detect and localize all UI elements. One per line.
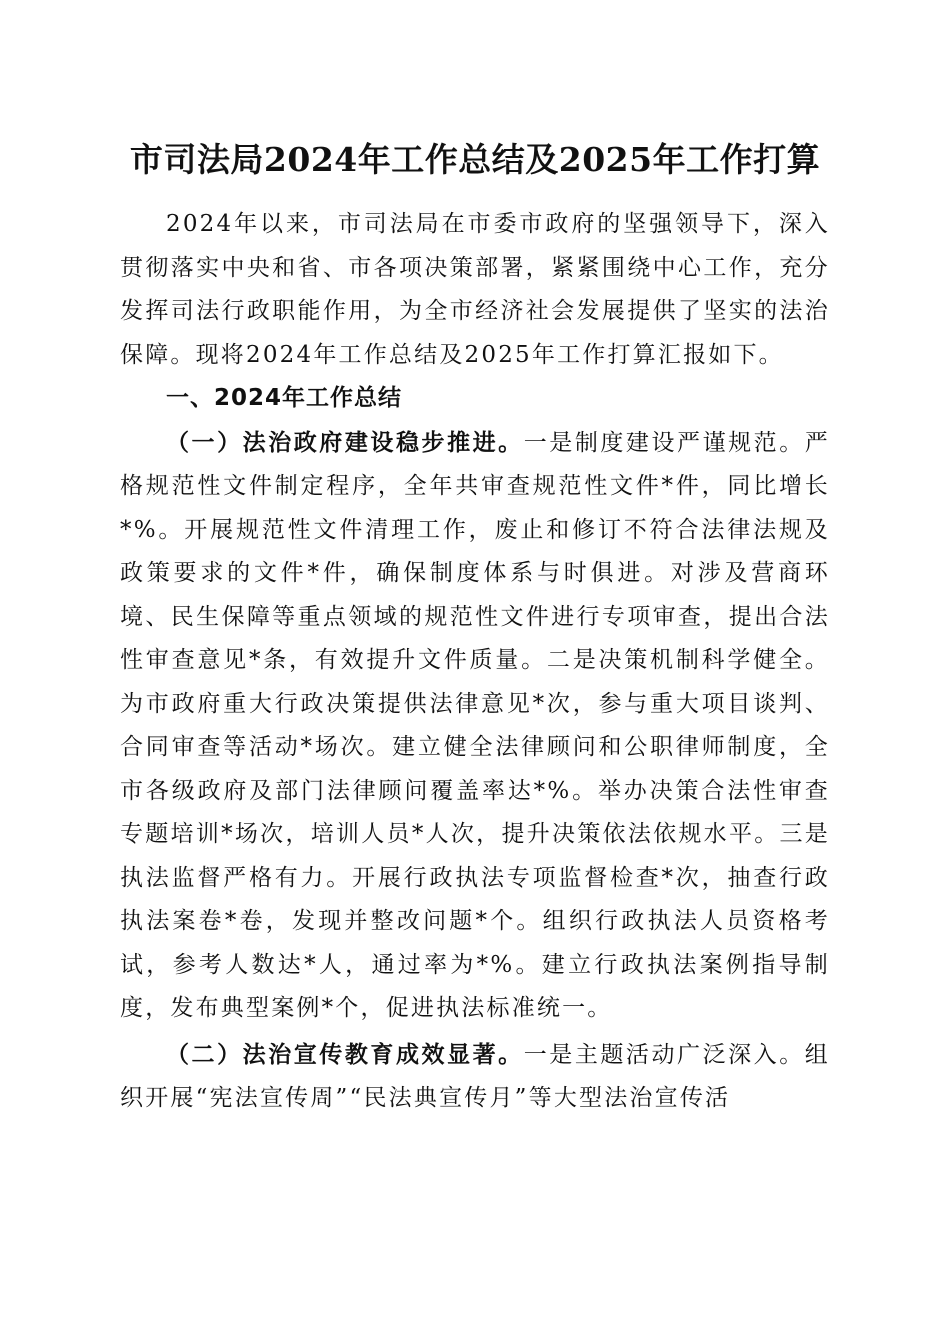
document-body	[120, 203, 830, 1121]
intro-paragraph: 2024年以来，市司法局在市委市政府的坚强领导下，深入贯彻落实中央和省、市各项决策部署，紧紧围绕中心工作，充分发挥司法行政职能作用，为全市经济社会发展提供了坚实的法治保障。现将2024年工作总结及2025年工作打算汇报如下。	[120, 211, 830, 368]
subsection-1-paragraph	[120, 421, 830, 1031]
subsection-2-body: 一是主题活动广泛深入。组织开展“宪法宣传周”“民法典宣传月”等大型法治宣传活	[120, 1041, 830, 1111]
document-title: 市司法局2024年工作总结及2025年工作打算	[129, 140, 821, 179]
section-heading-1: 一、2024年工作总结	[166, 385, 403, 411]
subsection-2-paragraph	[120, 1033, 830, 1121]
subsection-1-heading: （一）法治政府建设稳步推进。	[166, 428, 524, 456]
subsection-1-body: 一是制度建设严谨规范。严格规范性文件制定程序，全年共审查规范性文件*件，同比增长*%。开展规范性文件清理工作，废止和修订不符合法律法规及政策要求的文件*件，确保制度体系与时俱进。对涉及营商环境、民生保障等重点领域的规范性文件进行专项审查，提出合法性审查意见*条，有效提升文件质量。二是决策机制科学健全。为市政府重大行政决策提供法律意见*次，参与重大项目谈判、合同审查等活动*场次。建立健全法律顾问和公职律师制度，全市各级政府及部门法律顾问覆盖率达*%。举办决策合法性审查专题培训*场次，培训人员*人次，提升决策依法依规水平。三是执法监督严格有力。开展行政执法专项监督检查*次，抽查行政执法案卷*卷，发现并整改问题*个。组织行政执法人员资格考试，参考人数达*人，通过率为*%。建立行政执法案例指导制度，发布典型案例*个，促进执法标准统一。	[120, 429, 830, 1021]
subsection-2-heading: （二）法治宣传教育成效显著。	[166, 1040, 524, 1068]
